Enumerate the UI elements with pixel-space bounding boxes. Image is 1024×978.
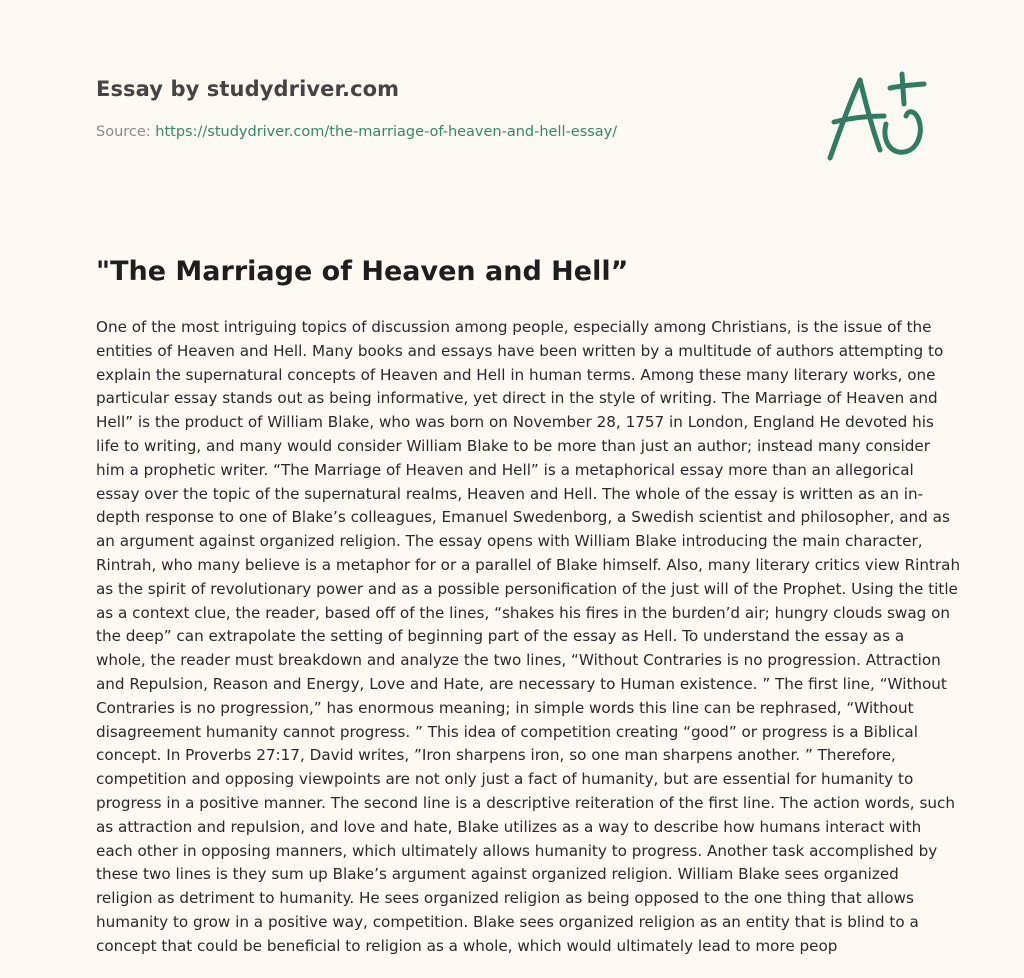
essay-body-line: an argument against organized religion. The essay opens with William Blake introducing the main character, bbox=[96, 532, 923, 551]
essay-body-line: disagreement humanity cannot progress. ” This idea of competition creating “good” or progress is a Biblical bbox=[96, 722, 918, 741]
essay-body-line: concept. In Proverbs 27:17, David writes, ”Iron sharpens iron, so one man sharpens another. ” Therefore, bbox=[96, 746, 896, 765]
essay-body bbox=[96, 316, 961, 959]
source-label: Source: bbox=[96, 124, 156, 140]
essay-body-line: Rintrah, who many believe is a metaphor for or a parallel of Blake himself. Also, many literary critics view Rintrah bbox=[96, 555, 961, 574]
essay-body-line: life to writing, and many would consider William Blake to be more than just an author; instead many consider bbox=[96, 436, 930, 455]
essay-body-line: humanity to grow in a positive way, competition. Blake sees organized religion as an entity that is blind to a bbox=[96, 912, 919, 931]
essay-body-line: these two lines is they sum up Blake’s argument against organized religion. William Blake sees organized bbox=[96, 865, 899, 884]
essay-body-line: Contraries is no progression,” has enormous meaning; in simple words this line can be rephrased, “Without bbox=[96, 698, 914, 717]
a-plus-grade-icon bbox=[820, 66, 930, 166]
essay-body-line: as a context clue, the reader, based off of the lines, “shakes his fires in the burden’d air; hungry clouds swag on bbox=[96, 603, 951, 622]
essay-body-line: Hell” is the product of William Blake, who was born on November 28, 1757 in London, England He devoted his bbox=[96, 413, 934, 432]
essay-body-line: depth response to one of Blake’s colleagues, Emanuel Swedenborg, a Swedish scientist and philosopher, and as bbox=[96, 508, 950, 527]
essay-body-line: essay over the topic of the supernatural realms, Heaven and Hell. The whole of the essay is written as an in- bbox=[96, 484, 924, 503]
essay-body-line: One of the most intriguing topics of discussion among people, especially among Christians, is the issue of the bbox=[96, 318, 932, 336]
essay-body-line: entities of Heaven and Hell. Many books and essays have been written by a multitude of authors attempting to bbox=[96, 341, 944, 360]
site-brand: Essay by studydriver.com bbox=[96, 77, 400, 101]
essay-body-line: him a prophetic writer. “The Marriage of Heaven and Hell” is a metaphorical essay more than an allegorical bbox=[96, 460, 914, 479]
essay-body-line: whole, the reader must breakdown and analyze the two lines, “Without Contraries is no progression. Attraction bbox=[96, 651, 941, 670]
essay-body-line: the deep” can extrapolate the setting of beginning part of the essay as Hell. To understand the essay as a bbox=[96, 627, 905, 646]
essay-body-line: competition and opposing viewpoints are not only just a fact of humanity, but are essential for humanity to bbox=[96, 770, 914, 789]
essay-body-line: as attraction and repulsion, and love and hate, Blake utilizes as a way to describe how humans interact with bbox=[96, 817, 922, 836]
source-line bbox=[96, 124, 617, 140]
essay-body-line: as the spirit of revolutionary power and as a possible personification of the just will of the Prophet. Using the title bbox=[96, 579, 958, 598]
essay-title: "The Marriage of Heaven and Hell” bbox=[96, 256, 629, 287]
essay-body-line: each other in opposing manners, which ultimately allows humanity to progress. Another task accomplished by bbox=[96, 841, 938, 860]
essay-body-line: particular essay stands out as being informative, yet direct in the style of writing. The Marriage of Heaven and bbox=[96, 389, 938, 408]
essay-body-line: concept that could be beneficial to religion as a whole, which would ultimately lead to more peop bbox=[96, 936, 838, 955]
essay-body-line: progress in a positive manner. The second line is a descriptive reiteration of the first line. The action words, such bbox=[96, 793, 955, 812]
essay-body-line: religion as detriment to humanity. He sees organized religion as being opposed to the one thing that allows bbox=[96, 889, 914, 908]
source-link[interactable]: https://studydriver.com/the-marriage-of-heaven-and-hell-essay/ bbox=[155, 124, 618, 140]
essay-body-line: and Repulsion, Reason and Energy, Love and Hate, are necessary to Human existence. ” The first line, “Without bbox=[96, 674, 947, 693]
essay-body-line: explain the supernatural concepts of Heaven and Hell in human terms. Among these many literary works, one bbox=[96, 365, 936, 384]
